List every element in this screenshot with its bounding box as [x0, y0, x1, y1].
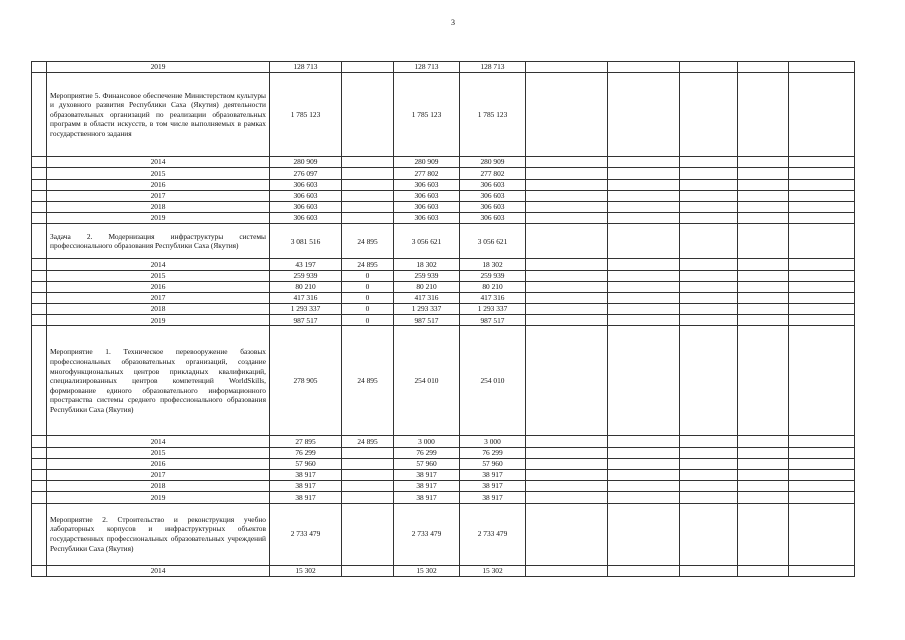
blank-cell: [680, 179, 738, 190]
blank-cell: [738, 458, 789, 469]
blank-cell: [32, 481, 47, 492]
blank-cell: [32, 201, 47, 212]
blank-cell: [738, 565, 789, 576]
total-cell: 27 895: [270, 436, 342, 447]
regional-cell: 277 802: [394, 168, 460, 179]
blank-cell: [32, 292, 47, 303]
total-cell: 306 603: [270, 201, 342, 212]
blank-cell: [789, 157, 855, 168]
blank-cell: [608, 315, 680, 326]
blank-cell: [526, 179, 608, 190]
blank-cell: [608, 201, 680, 212]
blank-cell: [738, 326, 789, 436]
blank-cell: [526, 304, 608, 315]
regional-cell: 417 316: [394, 292, 460, 303]
blank-cell: [789, 326, 855, 436]
blank-cell: [32, 213, 47, 224]
table-row-item: [32, 326, 855, 436]
blank-cell: [526, 270, 608, 281]
total-cell: 259 939: [270, 270, 342, 281]
year-cell: 2017: [47, 190, 270, 201]
federal-cell: [342, 168, 394, 179]
blank-cell: [32, 447, 47, 458]
blank-cell: [680, 292, 738, 303]
blank-cell: [608, 436, 680, 447]
blank-cell: [789, 224, 855, 259]
blank-cell: [738, 470, 789, 481]
blank-cell: [738, 281, 789, 292]
table-row-year: [32, 168, 855, 179]
blank-cell: [738, 179, 789, 190]
blank-cell: [32, 470, 47, 481]
table-row-year: [32, 213, 855, 224]
regional-sub-cell: 987 517: [460, 315, 526, 326]
table-row-year: [32, 492, 855, 503]
federal-cell: [342, 157, 394, 168]
blank-cell: [789, 179, 855, 190]
table-row-year: [32, 470, 855, 481]
blank-cell: [680, 447, 738, 458]
regional-cell: 306 603: [394, 190, 460, 201]
blank-cell: [526, 213, 608, 224]
table-row-year: [32, 447, 855, 458]
blank-cell: [738, 447, 789, 458]
blank-cell: [680, 201, 738, 212]
blank-cell: [32, 157, 47, 168]
blank-cell: [680, 481, 738, 492]
blank-cell: [680, 157, 738, 168]
total-cell: 306 603: [270, 179, 342, 190]
blank-cell: [680, 436, 738, 447]
table-row-year: [32, 458, 855, 469]
table-row-year: [32, 270, 855, 281]
blank-cell: [32, 326, 47, 436]
regional-sub-cell: 306 603: [460, 201, 526, 212]
regional-sub-cell: 306 603: [460, 213, 526, 224]
year-cell: 2018: [47, 201, 270, 212]
blank-cell: [789, 436, 855, 447]
blank-cell: [32, 436, 47, 447]
regional-sub-cell: 38 917: [460, 492, 526, 503]
regional-cell: 1 785 123: [394, 73, 460, 157]
total-cell: 276 097: [270, 168, 342, 179]
blank-cell: [738, 259, 789, 270]
blank-cell: [789, 447, 855, 458]
budget-table: [31, 61, 855, 577]
federal-cell: [342, 565, 394, 576]
regional-cell: 1 293 337: [394, 304, 460, 315]
blank-cell: [32, 190, 47, 201]
regional-sub-cell: 128 713: [460, 62, 526, 73]
federal-cell: [342, 503, 394, 565]
regional-cell: 306 603: [394, 213, 460, 224]
blank-cell: [526, 436, 608, 447]
blank-cell: [608, 270, 680, 281]
blank-cell: [32, 281, 47, 292]
blank-cell: [32, 492, 47, 503]
blank-cell: [789, 304, 855, 315]
blank-cell: [526, 565, 608, 576]
blank-cell: [608, 292, 680, 303]
table-row-year: [32, 62, 855, 73]
federal-cell: 0: [342, 304, 394, 315]
blank-cell: [789, 281, 855, 292]
blank-cell: [608, 458, 680, 469]
regional-sub-cell: 2 733 479: [460, 503, 526, 565]
blank-cell: [32, 73, 47, 157]
blank-cell: [32, 62, 47, 73]
blank-cell: [526, 458, 608, 469]
blank-cell: [680, 458, 738, 469]
blank-cell: [789, 213, 855, 224]
total-cell: 38 917: [270, 481, 342, 492]
blank-cell: [789, 73, 855, 157]
blank-cell: [32, 168, 47, 179]
table-row-year: [32, 157, 855, 168]
blank-cell: [526, 224, 608, 259]
blank-cell: [738, 315, 789, 326]
blank-cell: [738, 304, 789, 315]
blank-cell: [680, 213, 738, 224]
blank-cell: [32, 224, 47, 259]
total-cell: 306 603: [270, 190, 342, 201]
year-cell: 2018: [47, 304, 270, 315]
blank-cell: [608, 492, 680, 503]
blank-cell: [789, 168, 855, 179]
blank-cell: [680, 470, 738, 481]
blank-cell: [680, 168, 738, 179]
total-cell: 280 909: [270, 157, 342, 168]
table-row-year: [32, 304, 855, 315]
blank-cell: [608, 565, 680, 576]
table-row-year: [32, 292, 855, 303]
year-cell: 2017: [47, 292, 270, 303]
description-cell: Мероприятие 1. Техническое перевооружение базовых профессиональных образовательных организаций, создание многофункциональных центров прикладных квалификаций, специализированных центров компетенций WorldSkills, формирование единого образовательного информационного пространства системы среднего профессионального образования Республики Саха (Якутия): [47, 326, 270, 436]
blank-cell: [680, 326, 738, 436]
blank-cell: [738, 503, 789, 565]
blank-cell: [738, 190, 789, 201]
blank-cell: [738, 292, 789, 303]
blank-cell: [680, 73, 738, 157]
table-row-year: [32, 436, 855, 447]
blank-cell: [738, 73, 789, 157]
blank-cell: [680, 492, 738, 503]
total-cell: 15 302: [270, 565, 342, 576]
blank-cell: [738, 201, 789, 212]
table-body: [32, 62, 855, 577]
blank-cell: [789, 201, 855, 212]
regional-sub-cell: 38 917: [460, 481, 526, 492]
blank-cell: [789, 270, 855, 281]
total-cell: 1 785 123: [270, 73, 342, 157]
federal-cell: 0: [342, 315, 394, 326]
federal-cell: 24 895: [342, 259, 394, 270]
regional-cell: 76 299: [394, 447, 460, 458]
year-cell: 2015: [47, 447, 270, 458]
blank-cell: [680, 224, 738, 259]
blank-cell: [738, 436, 789, 447]
table-row-year: [32, 565, 855, 576]
blank-cell: [789, 470, 855, 481]
blank-cell: [680, 315, 738, 326]
blank-cell: [608, 73, 680, 157]
blank-cell: [680, 270, 738, 281]
blank-cell: [738, 62, 789, 73]
regional-cell: 280 909: [394, 157, 460, 168]
blank-cell: [738, 481, 789, 492]
federal-cell: 0: [342, 270, 394, 281]
total-cell: 38 917: [270, 492, 342, 503]
federal-cell: 24 895: [342, 326, 394, 436]
blank-cell: [608, 503, 680, 565]
blank-cell: [608, 213, 680, 224]
year-cell: 2014: [47, 565, 270, 576]
blank-cell: [526, 157, 608, 168]
blank-cell: [526, 492, 608, 503]
year-cell: 2019: [47, 213, 270, 224]
blank-cell: [738, 492, 789, 503]
blank-cell: [32, 503, 47, 565]
blank-cell: [526, 481, 608, 492]
blank-cell: [608, 259, 680, 270]
regional-sub-cell: 277 802: [460, 168, 526, 179]
federal-cell: 24 895: [342, 436, 394, 447]
total-cell: 278 905: [270, 326, 342, 436]
federal-cell: [342, 190, 394, 201]
blank-cell: [526, 190, 608, 201]
regional-cell: 3 056 621: [394, 224, 460, 259]
year-cell: 2016: [47, 281, 270, 292]
regional-cell: 18 302: [394, 259, 460, 270]
regional-cell: 15 302: [394, 565, 460, 576]
blank-cell: [789, 481, 855, 492]
federal-cell: [342, 481, 394, 492]
total-cell: 43 197: [270, 259, 342, 270]
federal-cell: 0: [342, 281, 394, 292]
blank-cell: [526, 315, 608, 326]
federal-cell: [342, 492, 394, 503]
regional-sub-cell: 57 960: [460, 458, 526, 469]
blank-cell: [680, 190, 738, 201]
blank-cell: [680, 565, 738, 576]
blank-cell: [680, 259, 738, 270]
year-cell: 2016: [47, 179, 270, 190]
table-row-year: [32, 281, 855, 292]
regional-cell: 3 000: [394, 436, 460, 447]
regional-cell: 38 917: [394, 492, 460, 503]
regional-cell: 128 713: [394, 62, 460, 73]
blank-cell: [789, 458, 855, 469]
blank-cell: [738, 157, 789, 168]
blank-cell: [789, 503, 855, 565]
federal-cell: [342, 458, 394, 469]
blank-cell: [789, 62, 855, 73]
blank-cell: [526, 470, 608, 481]
year-cell: 2019: [47, 315, 270, 326]
blank-cell: [526, 326, 608, 436]
regional-sub-cell: 3 000: [460, 436, 526, 447]
description-cell: Мероприятие 2. Строительство и реконструкция учебно лабораторных корпусов и инфраструктурных объектов государственных профессиональных образовательных учреждений Республики Саха (Якутия): [47, 503, 270, 565]
federal-cell: [342, 470, 394, 481]
table-row-item: [32, 503, 855, 565]
blank-cell: [526, 73, 608, 157]
federal-cell: 0: [342, 292, 394, 303]
federal-cell: [342, 213, 394, 224]
description-cell: Мероприятие 5. Финансовое обеспечение Министерством культуры и духовного развития Республики Саха (Якутия) деятельности образовательных организаций по реализации образовательных программ в области искусств, в том числе выполняемых в рамках государственного задания: [47, 73, 270, 157]
blank-cell: [32, 458, 47, 469]
total-cell: 76 299: [270, 447, 342, 458]
blank-cell: [526, 201, 608, 212]
regional-sub-cell: 15 302: [460, 565, 526, 576]
total-cell: 417 316: [270, 292, 342, 303]
regional-sub-cell: 306 603: [460, 179, 526, 190]
blank-cell: [608, 62, 680, 73]
table-row-year: [32, 315, 855, 326]
blank-cell: [738, 224, 789, 259]
blank-cell: [608, 481, 680, 492]
regional-sub-cell: 259 939: [460, 270, 526, 281]
regional-cell: 38 917: [394, 481, 460, 492]
year-cell: 2019: [47, 62, 270, 73]
regional-sub-cell: 417 316: [460, 292, 526, 303]
blank-cell: [680, 304, 738, 315]
blank-cell: [608, 179, 680, 190]
regional-sub-cell: 18 302: [460, 259, 526, 270]
federal-cell: [342, 447, 394, 458]
blank-cell: [608, 281, 680, 292]
federal-cell: [342, 179, 394, 190]
total-cell: 128 713: [270, 62, 342, 73]
blank-cell: [738, 270, 789, 281]
year-cell: 2017: [47, 470, 270, 481]
year-cell: 2015: [47, 270, 270, 281]
year-cell: 2014: [47, 157, 270, 168]
regional-sub-cell: 306 603: [460, 190, 526, 201]
regional-sub-cell: 76 299: [460, 447, 526, 458]
regional-sub-cell: 80 210: [460, 281, 526, 292]
regional-sub-cell: 280 909: [460, 157, 526, 168]
blank-cell: [526, 503, 608, 565]
regional-cell: 259 939: [394, 270, 460, 281]
blank-cell: [738, 168, 789, 179]
regional-cell: 987 517: [394, 315, 460, 326]
blank-cell: [608, 168, 680, 179]
blank-cell: [526, 168, 608, 179]
year-cell: 2018: [47, 481, 270, 492]
description-cell: Задача 2. Модернизация инфраструктуры системы профессионального образования Республики Саха (Якутия): [47, 224, 270, 259]
federal-cell: [342, 201, 394, 212]
total-cell: 38 917: [270, 470, 342, 481]
blank-cell: [526, 292, 608, 303]
blank-cell: [32, 304, 47, 315]
regional-sub-cell: 3 056 621: [460, 224, 526, 259]
blank-cell: [32, 259, 47, 270]
regional-sub-cell: 1 785 123: [460, 73, 526, 157]
blank-cell: [789, 190, 855, 201]
blank-cell: [608, 157, 680, 168]
regional-cell: 80 210: [394, 281, 460, 292]
regional-sub-cell: 1 293 337: [460, 304, 526, 315]
table-row-item: [32, 73, 855, 157]
regional-sub-cell: 38 917: [460, 470, 526, 481]
blank-cell: [680, 281, 738, 292]
regional-cell: 2 733 479: [394, 503, 460, 565]
blank-cell: [526, 281, 608, 292]
blank-cell: [526, 447, 608, 458]
blank-cell: [789, 315, 855, 326]
regional-sub-cell: 254 010: [460, 326, 526, 436]
blank-cell: [608, 224, 680, 259]
blank-cell: [789, 492, 855, 503]
regional-cell: 306 603: [394, 179, 460, 190]
blank-cell: [32, 565, 47, 576]
blank-cell: [32, 179, 47, 190]
year-cell: 2019: [47, 492, 270, 503]
federal-cell: [342, 73, 394, 157]
year-cell: 2015: [47, 168, 270, 179]
table-row-year: [32, 201, 855, 212]
regional-cell: 57 960: [394, 458, 460, 469]
blank-cell: [680, 503, 738, 565]
total-cell: 306 603: [270, 213, 342, 224]
table-row-year: [32, 481, 855, 492]
table-row-year: [32, 179, 855, 190]
year-cell: 2016: [47, 458, 270, 469]
regional-cell: 38 917: [394, 470, 460, 481]
blank-cell: [789, 292, 855, 303]
blank-cell: [789, 259, 855, 270]
blank-cell: [608, 447, 680, 458]
blank-cell: [608, 190, 680, 201]
page-number: 3: [451, 18, 455, 27]
total-cell: 987 517: [270, 315, 342, 326]
blank-cell: [32, 315, 47, 326]
federal-cell: 24 895: [342, 224, 394, 259]
blank-cell: [526, 62, 608, 73]
blank-cell: [608, 326, 680, 436]
blank-cell: [680, 62, 738, 73]
year-cell: 2014: [47, 259, 270, 270]
year-cell: 2014: [47, 436, 270, 447]
total-cell: 80 210: [270, 281, 342, 292]
total-cell: 2 733 479: [270, 503, 342, 565]
table-row-year: [32, 259, 855, 270]
blank-cell: [738, 213, 789, 224]
blank-cell: [32, 270, 47, 281]
total-cell: 1 293 337: [270, 304, 342, 315]
blank-cell: [526, 259, 608, 270]
blank-cell: [789, 565, 855, 576]
blank-cell: [608, 304, 680, 315]
regional-cell: 306 603: [394, 201, 460, 212]
regional-cell: 254 010: [394, 326, 460, 436]
federal-cell: [342, 62, 394, 73]
table-row-item: [32, 224, 855, 259]
total-cell: 3 081 516: [270, 224, 342, 259]
blank-cell: [608, 470, 680, 481]
total-cell: 57 960: [270, 458, 342, 469]
table-row-year: [32, 190, 855, 201]
